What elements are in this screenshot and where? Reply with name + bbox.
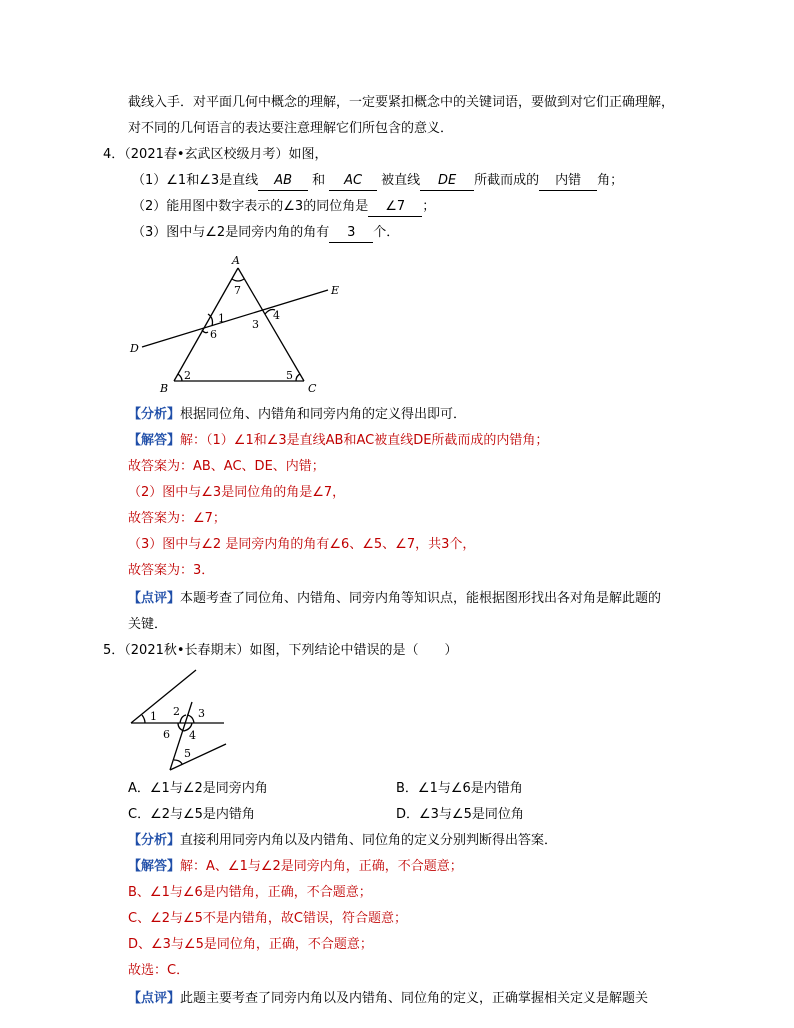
line-upper-diagonal [131, 670, 196, 723]
q5-label-3: 3 [198, 707, 205, 720]
q5-analysis [128, 832, 557, 850]
q5-solution-tag: 【解答】 [128, 859, 181, 874]
q4-part2-pre: （2）能用图中数字表示的∠3的同位角是 [132, 199, 369, 214]
q5-option-c[interactable]: C．∠2与∠5是内错角 [128, 807, 255, 822]
q4-blank-ab: AB [258, 172, 308, 191]
angle-arc-6 [202, 330, 208, 333]
q5-comment-1-text: 此题主要考查了同旁内角以及内错角、同位角的定义，正确掌握相关定义是解题关 [180, 991, 649, 1006]
q5-label-1: 1 [150, 710, 157, 723]
q4-analysis-text: 根据同位角、内错角和同旁内角的定义得出即可． [180, 407, 467, 422]
q4-solution-tag: 【解答】 [128, 433, 181, 448]
q5-option-b[interactable]: B．∠1与∠6是内错角 [396, 781, 523, 796]
label-d: D [130, 342, 139, 355]
q5-solution-1 [128, 858, 463, 876]
q4-source: （2021春•玄武区校级月考）如图， [124, 147, 328, 162]
q5-comment-1 [128, 990, 648, 1008]
label-4: 4 [273, 309, 280, 322]
q4-solution-2: （2）图中与∠3是同位角的角是∠7， [128, 485, 346, 500]
label-a: A [232, 254, 240, 267]
label-5: 5 [286, 369, 293, 382]
q4-blank-de: DE [420, 172, 474, 191]
q5-comment-tag: 【点评】 [128, 991, 181, 1006]
angle-arc-5 [296, 374, 300, 381]
q4-answer-2: 故答案为：∠7； [128, 511, 226, 526]
q4-solution-1-text: 解：（1）∠1和∠3是直线AB和AC被直线DE所截而成的内错角； [180, 433, 549, 448]
q4-blank-count: 3 [329, 224, 373, 243]
q5-label-2: 2 [173, 705, 180, 718]
q5-number: 5． [103, 643, 125, 658]
q4-part3 [132, 224, 399, 243]
intro-line-2: 对不同的几何语言的表达要注意理解它们所包含的意义． [128, 121, 454, 136]
q5-solution-2: B、∠1与∠6是内错角，正确，不合题意； [128, 885, 372, 900]
label-7: 7 [234, 284, 241, 297]
q4-analysis [128, 406, 466, 424]
q5-label-6: 6 [163, 728, 170, 741]
q5-option-d[interactable]: D．∠3与∠5是同位角 [396, 807, 524, 822]
q4-answer-3: 故答案为：3． [128, 563, 215, 578]
segment-ac [238, 268, 304, 381]
q4-comment-2: 关键． [128, 617, 168, 632]
angle-arc-7 [232, 279, 244, 281]
q5-header [103, 642, 458, 660]
segment-ab [174, 268, 238, 381]
q4-triangle-figure [128, 252, 358, 397]
q4-solution-3: （3）图中与∠2 是同旁内角的角有∠6、∠5、∠7，共3个， [128, 537, 476, 552]
q4-part2-post: ； [422, 199, 436, 214]
q5-label-4: 4 [189, 729, 196, 742]
line-de [142, 290, 328, 347]
q4-part1 [132, 172, 623, 191]
q4-comment-1-text: 本题考查了同位角、内错角、同旁内角等知识点，能根据图形找出各对角是解此题的 [180, 591, 662, 606]
q5-lines-figure [128, 668, 238, 774]
q4-part1-mid2: 被直线 [381, 173, 421, 188]
label-2: 2 [184, 369, 191, 382]
label-3: 3 [252, 318, 259, 331]
q4-number: 4． [103, 147, 125, 162]
label-c: C [308, 382, 317, 395]
q5-solution-1-text: 解：A、∠1与∠2是同旁内角，正确，不合题意； [180, 859, 463, 874]
q4-comment-1 [128, 590, 661, 608]
q4-blank-ac: AC [329, 172, 377, 191]
q4-blank-type: 内错 [539, 172, 597, 191]
q4-part3-post: 个． [373, 225, 400, 240]
q5-solution-3: C、∠2与∠5不是内错角，故C错误，符合题意； [128, 911, 408, 926]
q4-solution-1 [128, 432, 548, 450]
q5-analysis-tag: 【分析】 [128, 833, 181, 848]
q4-part1-mid3: 所截而成的 [474, 173, 540, 188]
angle-arc-q5-5 [174, 760, 182, 764]
line-lower-diagonal [170, 744, 226, 770]
q5-source: （2021秋•长春期末）如图，下列结论中错误的是（ ） [124, 643, 458, 658]
label-e: E [331, 284, 340, 297]
q5-option-a[interactable]: A．∠1与∠2是同旁内角 [128, 781, 268, 796]
label-1: 1 [218, 312, 225, 325]
q4-analysis-tag: 【分析】 [128, 407, 181, 422]
q5-solution-4: D、∠3与∠5是同位角，正确，不合题意； [128, 937, 373, 952]
angle-arc-2 [178, 374, 182, 381]
q4-part3-pre: （3）图中与∠2是同旁内角的角有 [132, 225, 330, 240]
q4-part1-mid1: 和 [312, 173, 326, 188]
q4-part2 [132, 198, 435, 217]
intro-line-1: 截线入手．对平面几何中概念的理解，一定要紧扣概念中的关键词语，要做到对它们正确理解， [128, 95, 675, 110]
q5-analysis-text: 直接利用同旁内角以及内错角、同位角的定义分别判断得出答案． [180, 833, 558, 848]
angle-arc-q5-1 [142, 715, 145, 723]
q5-label-5: 5 [184, 747, 191, 760]
q4-header [103, 146, 328, 164]
label-6: 6 [210, 328, 217, 341]
q4-blank-corresponding: ∠7 [368, 198, 422, 217]
q5-choice: 故选：C． [128, 963, 190, 978]
q4-comment-tag: 【点评】 [128, 591, 181, 606]
label-b: B [160, 382, 169, 395]
q4-part1-post: 角； [597, 173, 624, 188]
q4-answer-1: 故答案为：AB、AC、DE、内错； [128, 459, 325, 474]
q4-part1-pre: （1）∠1和∠3是直线 [132, 173, 259, 188]
